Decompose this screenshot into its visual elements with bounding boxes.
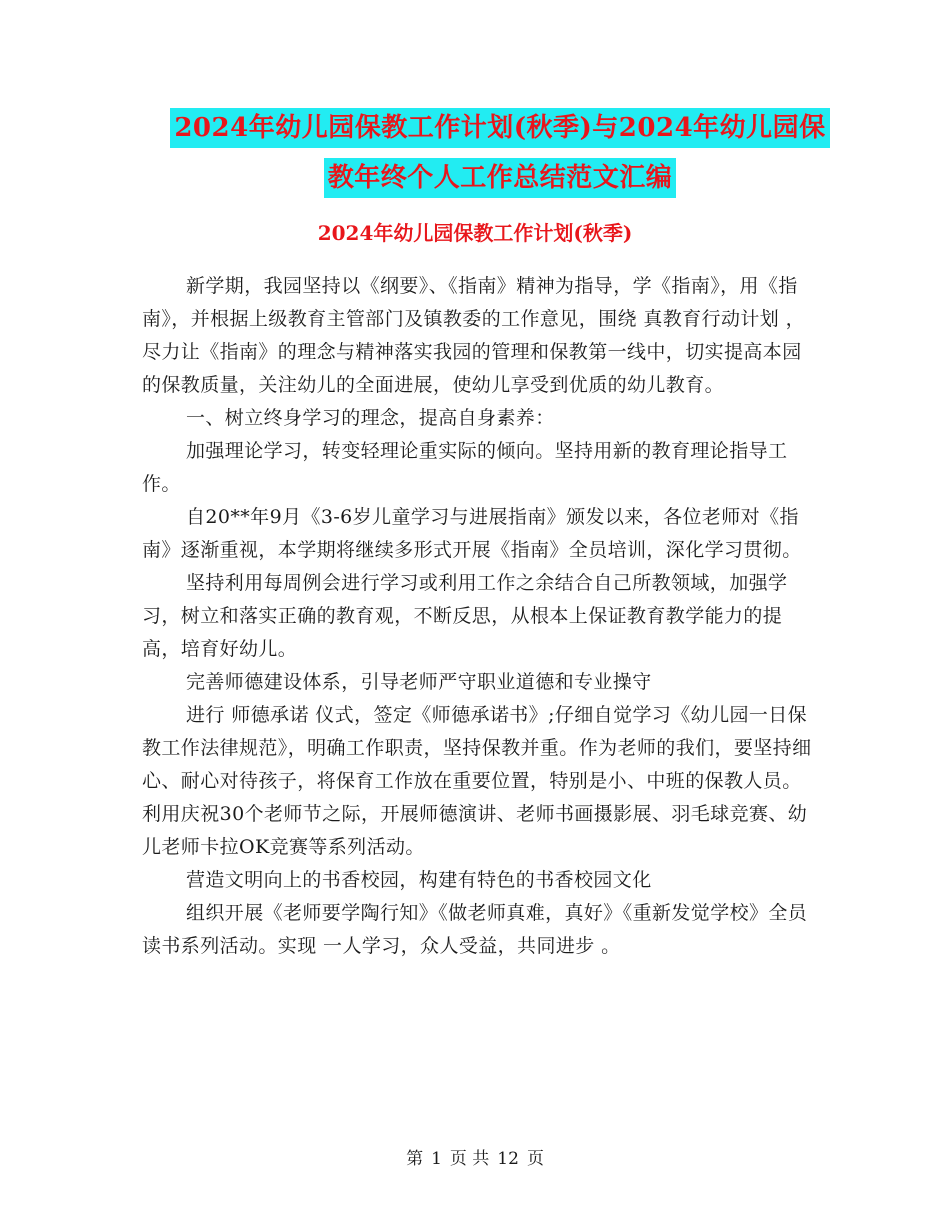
section-heading: 2024年幼儿园保教工作计划(秋季) — [317, 221, 633, 245]
footer-prefix: 第 — [406, 1149, 424, 1169]
footer-suffix: 页 — [526, 1149, 544, 1169]
paragraph-heading-1: 一、树立终身学习的理念，提高自身素养： — [186, 407, 555, 429]
footer-page-number: 1 — [431, 1149, 442, 1169]
document-title-line-1: 2024年幼儿园保教工作计划(秋季)与2024年幼儿园保 — [170, 108, 829, 148]
paragraph-reading-activities: 组织开展《老师要学陶行知》《做老师真难，真好》《重新发觉学校》全员读书系列活动。实现 一人学习，众人受益，共同进步 。 — [142, 902, 808, 957]
document-title — [140, 108, 860, 198]
paragraph-intro: 新学期，我园坚持以《纲要》、《指南》精神为指导，学《指南》，用《指南》，并根据上级教育主管部门及镇教委的工作意见，围绕 真教育行动计划 ，尽力让《指南》的理念与精神落实我园的管理和保教第一线中，切实提高本园的保教质量，关注幼儿的全面进展，使幼儿享受到优质的幼儿教育。 — [142, 275, 805, 396]
paragraph-ethics-system: 完善师德建设体系，引导老师严守职业道德和专业操守 — [186, 671, 652, 693]
paragraph-reading-campus: 营造文明向上的书香校园，构建有特色的书香校园文化 — [186, 869, 652, 891]
footer-mid: 页 共 — [449, 1149, 490, 1169]
document-title-line-2: 教年终个人工作总结范文汇编 — [324, 158, 677, 198]
paragraph-ethics-pledge: 进行 师德承诺 仪式，签定《师德承诺书》;仔细自觉学习《幼儿园一日保教工作法律规范》，明确工作职责，坚持保教并重。作为老师的我们，要坚持细心、耐心对待孩子，将保育工作放在重要位置，特别是小、中班的保教人员。利用庆祝30个老师节之际，开展师德演讲、老师书画摄影展、羽毛球竞赛、幼儿老师卡拉OK竞赛等系列活动。 — [142, 704, 812, 858]
page-footer — [0, 1147, 950, 1171]
paragraph-theory-study: 加强理论学习，转变轻理论重实际的倾向。坚持用新的教育理论指导工作。 — [142, 440, 788, 495]
paragraph-weekly-meeting: 坚持利用每周例会进行学习或利用工作之余结合自己所教领域，加强学习，树立和落实正确的教育观，不断反思，从根本上保证教育教学能力的提高，培育好幼儿。 — [142, 572, 788, 660]
footer-total-pages: 12 — [497, 1149, 519, 1169]
document-body — [142, 270, 812, 963]
paragraph-guide-training: 自20**年9月《3-6岁儿童学习与进展指南》颁发以来，各位老师对《指南》逐渐重视，本学期将继续多形式开展《指南》全员培训，深化学习贯彻。 — [142, 506, 802, 561]
